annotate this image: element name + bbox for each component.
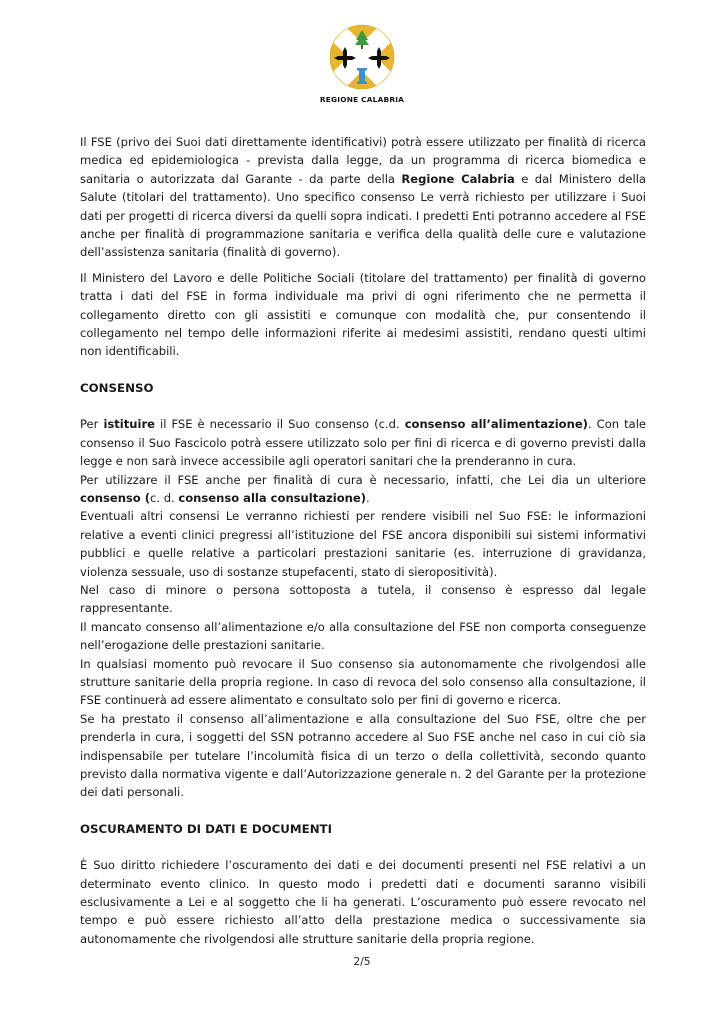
document-body	[80, 133, 646, 948]
paragraph	[80, 133, 646, 262]
paragraph: È Suo diritto richiedere l’oscuramento dei dati e dei documenti presenti nel FSE relativi a un determinato evento clinico. In questo modo i predetti dati e documenti saranno visibili esclusivamente a Lei e al soggetto che li ha generati. L’oscuramento può essere revocato nel tempo e può essere richiesto all’atto della prestazione medica o successivamente sia autonomamente che rivolgendosi alle strutture sanitarie della propria regione.	[80, 858, 646, 946]
paragraph	[80, 415, 646, 470]
bold-text: istituire	[103, 417, 155, 432]
bold-text: consenso all’alimentazione)	[404, 417, 588, 432]
paragraph-text: Il FSE (privo dei Suoi dati direttamente identificativi) potrà essere utilizzato per finalità di ricerca medica ed epidemiologica - prevista dalla legge, da un programma di ricerca biomedica e sanitaria o autorizzata dal Garante - da parte della	[80, 135, 646, 186]
paragraph: Eventuali altri consensi Le verranno richiesti per rendere visibili nel Suo FSE: le informazioni relative a eventi clinici pregressi all’istituzione del FSE ancora disponibili sui sistemi informativi pubblici e quelle relative a particolari prestazioni sanitarie (es. interruzione di gravidanza, violenza sessuale, uso di sostanze stupefacenti, stato di sieropositività).	[80, 509, 646, 579]
paragraph: Nel caso di minore o persona sottoposta a tutela, il consenso è espresso dal legale rappresentante.	[80, 582, 646, 616]
bold-text: consenso alla consultazione)	[178, 490, 366, 505]
page-number: 2/5	[353, 956, 371, 968]
paragraph-text: Per utilizzare il FSE anche per finalità di cura è necessario, infatti, che Lei dia un ulteriore	[80, 472, 646, 487]
paragraph: In qualsiasi momento può revocare il Suo consenso sia autonomamente che rivolgendosi alle strutture sanitarie della propria regione. In caso di revoca del solo consenso alla consultazione, il FSE continuerà ad essere alimentato e consultato solo per fini di governo e ricerca.	[80, 656, 646, 708]
paragraph-text: il FSE è necessario il Suo consenso (c.d.	[154, 417, 405, 432]
paragraph: Se ha prestato il consenso all’alimentazione e alla consultazione del Suo FSE, oltre che per prenderla in cura, i soggetti del SSN potranno accedere al Suo FSE anche nel caso in cui ciò sia indispensabile per tutelare l’incolumità fisica di un terzo o della collettività, secondo quanto previsto dalla normativa vigente e dall’Autorizzazione generale n. 2 del Garante per la protezione dei dati personali.	[80, 711, 646, 800]
logo-caption: REGIONE CALABRIA	[319, 95, 405, 104]
section-heading-consenso: CONSENSO	[80, 380, 154, 395]
regione-calabria-logo	[312, 24, 412, 104]
paragraph: Il Ministero del Lavoro e delle Politiche Sociali (titolare del trattamento) per finalità di governo tratta i dati del FSE in forma individuale ma privi di ogni riferimento che ne permetta il collegamento diretto con gli assistiti e comunque con modalità che, pur consentendo il collegamento nel tempo delle informazioni riferite ai medesimi assistiti, rendano questi ultimi non identificabili.	[80, 270, 646, 359]
paragraph-text: Per	[80, 417, 104, 432]
bold-text: Regione Calabria	[401, 171, 515, 186]
paragraph-text: .	[365, 490, 370, 505]
paragraph-text: . Con tale consenso il Suo Fascicolo potrà essere utilizzato solo per fini di ricerca e di governo previsti dalla legge e non sarà invece accessibile agli operatori sanitari che la prenderanno in cura.	[80, 417, 647, 469]
paragraph	[80, 471, 646, 508]
coat-of-arms-icon	[329, 24, 395, 90]
paragraph-text: e dal Ministero della Salute (titolari del trattamento). Uno specifico consenso Le verrà richiesto per utilizzare i Suoi dati per progetti di ricerca diversi da quelli sopra indicati. I predetti Enti potranno accedere al FSE anche per finalità di programmazione sanitaria e verifica della qualità delle cure e valutazione dell’assistenza sanitaria (finalità di governo).	[80, 171, 646, 260]
paragraph-text: c. d.	[150, 490, 179, 505]
bold-text: consenso (	[80, 490, 151, 505]
section-heading-oscuramento: OSCURAMENTO DI DATI E DOCUMENTI	[80, 821, 332, 836]
paragraph: Il mancato consenso all’alimentazione e/o alla consultazione del FSE non comporta conseguenze nell’erogazione delle prestazioni sanitarie.	[80, 619, 646, 653]
